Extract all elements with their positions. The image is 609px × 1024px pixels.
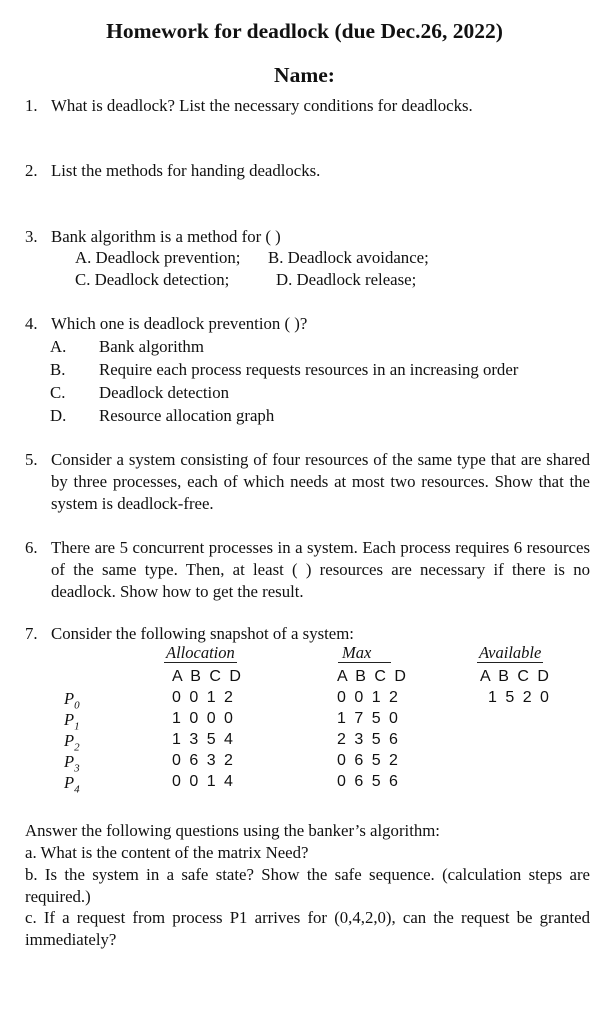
max-resources: A B C D [337, 668, 408, 685]
option-c: C. Deadlock detection; [75, 270, 230, 289]
available-resources: A B C D [480, 668, 551, 685]
question-3 [25, 226, 590, 248]
option-letter: B. [50, 360, 66, 379]
option-text: Bank algorithm [99, 337, 204, 356]
allocation-row: 0 0 1 2 [172, 689, 235, 706]
process-label: $P_3$ [64, 752, 80, 775]
allocation-resources: A B C D [172, 668, 243, 685]
question-7 [25, 623, 590, 645]
question-4 [25, 313, 590, 335]
question-text: What is deadlock? List the necessary conditions for deadlocks. [51, 96, 473, 115]
question-number: 4. [25, 314, 38, 333]
question-number: 7. [25, 624, 38, 643]
option-letter: A. [50, 337, 67, 356]
option-text: Require each process requests resources in an increasing order [99, 360, 519, 379]
question-2 [25, 160, 590, 182]
question-text: Consider a system consisting of four resources of the same type that are shared by three processes, each of which needs at most two resources. Show that the system is deadlock-free. [51, 450, 590, 513]
question-number: 2. [25, 161, 38, 180]
option-letter: C. [50, 383, 66, 402]
process-label: $P_4$ [64, 773, 80, 796]
option-b: B. Deadlock avoidance; [268, 248, 429, 267]
question-number: 6. [25, 538, 38, 557]
page-title: Homework for deadlock (due Dec.26, 2022) [106, 19, 503, 43]
question-text: List the methods for handing deadlocks. [51, 161, 321, 180]
question-number: 5. [25, 450, 38, 469]
question-1 [25, 95, 590, 117]
allocation-row: 0 6 3 2 [172, 752, 235, 769]
max-row: 0 0 1 2 [337, 689, 400, 706]
answer-a: a. What is the content of the matrix Need? [25, 843, 309, 862]
question-text: Which one is deadlock prevention ( )? [51, 314, 308, 333]
option-text: Resource allocation graph [99, 406, 275, 425]
max-row: 0 6 5 6 [337, 773, 400, 790]
available-row: 1 5 2 0 [488, 689, 551, 706]
option-text: Deadlock detection [99, 383, 229, 402]
question-number: 1. [25, 96, 38, 115]
answer-b: b. Is the system in a safe state? Show the safe sequence. (calculation steps are required.) [25, 865, 590, 906]
question-text: Bank algorithm is a method for ( ) [51, 227, 281, 246]
question-5 [25, 449, 590, 515]
available-header: Available [479, 643, 542, 662]
process-label: $P_0$ [64, 689, 80, 712]
allocation-row: 1 0 0 0 [172, 710, 235, 727]
allocation-row: 0 0 1 4 [172, 773, 235, 790]
allocation-row: 1 3 5 4 [172, 731, 235, 748]
option-letter: D. [50, 406, 67, 425]
max-row: 1 7 5 0 [337, 710, 400, 727]
process-label: $P_2$ [64, 731, 80, 754]
answer-intro: Answer the following questions using the banker’s algorithm: [25, 821, 440, 840]
max-header: Max [338, 643, 391, 663]
question-6 [25, 537, 590, 603]
option-a: A. Deadlock prevention; [75, 248, 241, 267]
question-text: Consider the following snapshot of a system: [51, 624, 354, 643]
name-label: Name: [274, 63, 335, 87]
max-row: 0 6 5 2 [337, 752, 400, 769]
answer-c: c. If a request from process P1 arrives for (0,4,2,0), can the request be granted immediately? [25, 908, 590, 949]
question-number: 3. [25, 227, 38, 246]
process-label: $P_1$ [64, 710, 80, 733]
question-text: There are 5 concurrent processes in a system. Each process requires 6 resources of the same type. Then, at least ( ) resources are necessary if there is no deadlock. Show how to get the result. [51, 538, 590, 601]
allocation-header: Allocation [166, 643, 235, 662]
option-d: D. Deadlock release; [276, 270, 417, 289]
max-row: 2 3 5 6 [337, 731, 400, 748]
